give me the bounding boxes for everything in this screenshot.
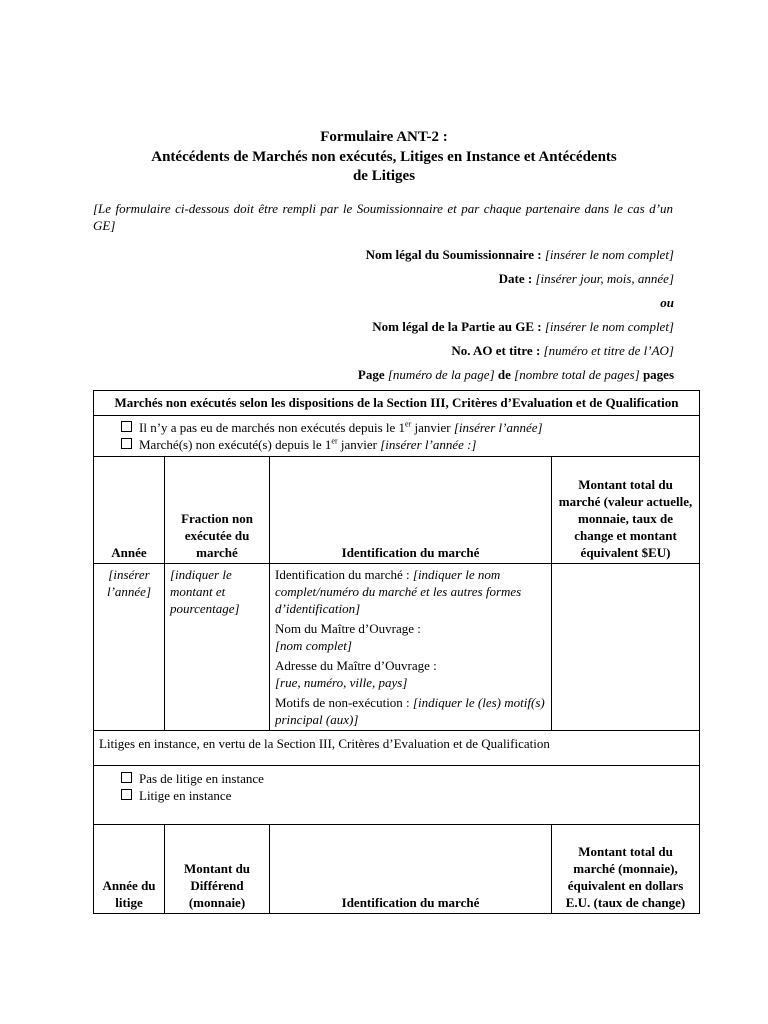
section2-options xyxy=(94,766,700,825)
owner-name-label: Nom du Maître d’Ouvrage : xyxy=(275,621,421,636)
option-year-placeholder: [insérer l’année] xyxy=(453,420,543,435)
bidder-name-line xyxy=(366,246,674,263)
table-header-row xyxy=(94,825,700,914)
page-label: Page xyxy=(357,367,385,382)
checkbox-icon[interactable] xyxy=(121,789,132,800)
reasons-label: Motifs de non-exécution : xyxy=(275,695,413,710)
cell-identification xyxy=(270,564,552,731)
jv-party-label: Nom légal de la Partie au GE : xyxy=(372,319,542,334)
col-header-year: Année xyxy=(94,457,165,564)
checkbox-option-litigation[interactable] xyxy=(99,787,694,804)
option-text: Marché(s) non exécuté(s) depuis le 1 xyxy=(139,437,332,452)
col-header-identification: Identification du marché xyxy=(270,457,552,564)
ao-label: No. AO et titre : xyxy=(451,343,541,358)
date-line xyxy=(499,270,674,287)
of-label: de xyxy=(497,367,511,382)
or-line xyxy=(660,294,674,311)
checkbox-icon[interactable] xyxy=(121,421,132,432)
checkbox-option-failures[interactable] xyxy=(99,436,694,453)
cell-fraction: [indiquer le montant et pourcentage] xyxy=(165,564,270,731)
page-number-value: [numéro de la page] xyxy=(387,367,495,382)
col-header-identification: Identification du marché xyxy=(270,825,552,914)
table-row xyxy=(94,766,700,825)
reasons-value: [indiquer le (les) motif(s) principal (aux)] xyxy=(275,695,545,727)
jv-party-line xyxy=(372,318,674,335)
table-row xyxy=(94,391,700,416)
option-text: janvier xyxy=(337,437,381,452)
table-row xyxy=(94,564,700,731)
option-text: Litige en instance xyxy=(139,788,232,803)
owner-name-value: [nom complet] xyxy=(275,638,352,653)
pages-label: pages xyxy=(642,367,674,382)
date-label: Date : xyxy=(498,271,533,286)
checkbox-option-no-litigation[interactable] xyxy=(99,770,694,787)
checkbox-icon[interactable] xyxy=(121,438,132,449)
section1-heading: Marchés non exécutés selon les dispositions de la Section III, Critères d’Evaluation et de Qualification xyxy=(94,391,700,416)
litigation-history-table xyxy=(93,390,700,914)
date-value: [insérer jour, mois, année] xyxy=(535,271,674,286)
owner-address-label: Adresse du Maître d’Ouvrage : xyxy=(275,658,437,673)
option-sup: er xyxy=(405,419,412,429)
page-total-value: [nombre total de pages] xyxy=(514,367,640,382)
col-header-total-amount: Montant total du marché (valeur actuelle, monnaie, taux de change et montant équivalent $EU) xyxy=(552,457,700,564)
table-row xyxy=(94,416,700,457)
bidder-name-label: Nom légal du Soumissionnaire : xyxy=(365,247,542,262)
table-header-row xyxy=(94,457,700,564)
jv-party-value: [insérer le nom complet] xyxy=(544,319,674,334)
bidder-name-value: [insérer le nom complet] xyxy=(544,247,674,262)
checkbox-option-no-failures[interactable] xyxy=(99,419,694,436)
ident-label: Identification du marché : xyxy=(275,567,413,582)
table-row xyxy=(94,731,700,766)
section1-options xyxy=(94,416,700,457)
option-text: Pas de litige en instance xyxy=(139,771,264,786)
col-header-fraction: Fraction non exécutée du marché xyxy=(165,457,270,564)
ident-value: [indiquer le nom complet/numéro du marché et les autres formes d’identification] xyxy=(275,567,522,616)
option-text: janvier xyxy=(411,420,454,435)
section2-heading: Litiges en instance, en vertu de la Section III, Critères d’Evaluation et de Qualification xyxy=(94,731,700,766)
cell-total-amount xyxy=(552,564,700,731)
ao-line xyxy=(451,342,674,359)
option-year-placeholder: [insérer l’année :] xyxy=(380,437,477,452)
form-instruction: [Le formulaire ci-dessous doit être rempli par le Soumissionnaire et par chaque partenaire dans le cas d’un GE] xyxy=(93,201,673,233)
form-subtitle-line1: Antécédents de Marchés non exécutés, Litiges en Instance et Antécédents xyxy=(151,149,617,165)
cell-year: [insérer l’année] xyxy=(94,564,165,731)
option-text: Il n’y a pas eu de marchés non exécutés depuis le 1 xyxy=(139,420,406,435)
form-subtitle-line2: de Litiges xyxy=(352,168,416,184)
col-header-total-amount: Montant total du marché (monnaie), équivalent en dollars E.U. (taux de change) xyxy=(552,825,700,914)
checkbox-icon[interactable] xyxy=(121,772,132,783)
col-header-dispute-amount: Montant du Différend (monnaie) xyxy=(165,825,270,914)
owner-address-value: [rue, numéro, ville, pays] xyxy=(275,675,408,690)
col-header-litigation-year: Année du litige xyxy=(94,825,165,914)
page-line xyxy=(358,366,674,383)
option-sup: er xyxy=(331,436,338,446)
or-label: ou xyxy=(660,295,674,310)
ao-value: [numéro et titre de l’AO] xyxy=(543,343,674,358)
form-title: Formulaire ANT-2 : xyxy=(320,129,448,145)
